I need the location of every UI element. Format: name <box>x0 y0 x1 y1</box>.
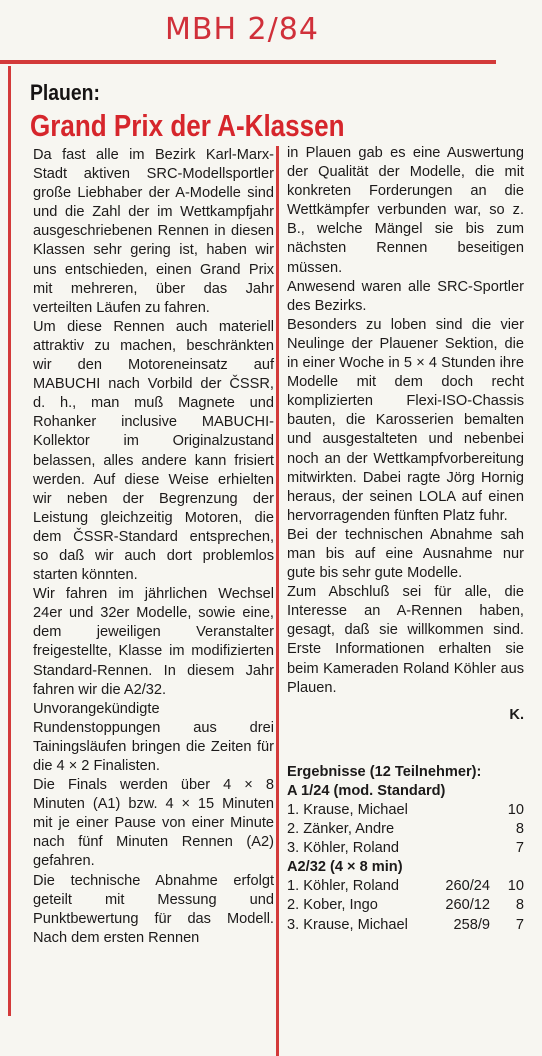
result-time: 260/24 <box>445 878 490 895</box>
result-rank: 2. <box>287 821 300 838</box>
left-red-rule <box>8 66 11 1016</box>
class-heading: A2/32 (4 × 8 min) <box>287 859 403 876</box>
paragraph: Zum Abschluß sei für alle, die Interesse an A-Rennen haben, gesagt, daß sie willkommen sind. Erste Informationen erhalten sie beim Kameraden Roland Köhler aus Plauen. <box>287 584 524 696</box>
top-red-rule <box>0 60 496 64</box>
paragraph: in Plauen gab es eine Auswertung der Qualität der Modelle, die mit konkreten Forderungen an die Wettkämpfer verbunden war, so z. B., welche Mängel sie bis zum nächsten Rennen beseitigen müssen. <box>287 145 524 276</box>
result-rank: 3. <box>287 916 300 933</box>
result-time: 260/12 <box>445 897 490 914</box>
paragraph: Die technische Abnahme erfolgt geteilt mit Messung und Punktbewertung für das Modell. Nach dem ersten Rennen <box>33 872 274 946</box>
result-name: Köhler, Roland <box>303 878 399 895</box>
result-name: Kober, Ingo <box>303 897 378 914</box>
result-rank: 3. <box>287 840 300 857</box>
result-points: 7 <box>515 916 524 933</box>
result-time <box>432 801 490 820</box>
handwritten-issue-reference: MBH 2/84 <box>165 12 319 47</box>
paragraph: Die Finals werden über 4 × 8 Minuten (A1) bzw. 4 × 15 Minuten mit je einer Pause von einer Minute nach fünf Minuten Rennen (A2) gefahren. <box>33 777 274 870</box>
paragraph: Da fast alle im Bezirk Karl-Marx-Stadt aktiven SRC-Modellsportler große Liebhaber der A-Modelle sind und die Zahl der im Wettkampfjahr ausgeschriebenen Rennen in diesen Klassen sehr gering ist, haben wir uns entschieden, einen Grand Prix mit mehreren, über das Jahr verteilten Läufen zu fahren. <box>33 147 274 316</box>
result-row <box>287 820 524 839</box>
result-rank: 1. <box>287 878 300 895</box>
article-column-right <box>287 144 524 935</box>
result-rank: 2. <box>287 897 300 914</box>
result-name: Köhler, Roland <box>303 840 399 857</box>
paragraph: Wir fahren im jährlichen Wechsel 24er und 32er Modelle, sowie eine, dem jeweiligen Veranstalter freigestellte, Klasse im modifizierten Standard-Rennen. In diesem Jahr fahren wir die A2/32. <box>33 586 274 698</box>
article-headline: Grand Prix der A-Klassen <box>30 108 345 143</box>
class-heading: A 1/24 (mod. Standard) <box>287 782 446 799</box>
result-points: 10 <box>507 878 524 895</box>
result-row <box>287 839 524 858</box>
result-time: 258/9 <box>453 916 490 933</box>
result-row <box>287 896 524 915</box>
results-box <box>287 763 524 935</box>
result-row <box>287 916 524 935</box>
paragraph: Besonders zu loben sind die vier Neulinge der Plauener Sektion, die in einer Woche in 5 × 4 Stunden ihre Modelle mit dem doch recht komplizierten Flexi-ISO-Chassis bauten, die Karosserien bemalten und ausgestalteten und nebenbei noch an der Wettkampfvorbereitung mitwirkten. Dabei ragte Jörg Hornig heraus, der seinen LOLA auf einen hervorragenden fünften Platz fuhr. <box>287 316 524 524</box>
result-points: 8 <box>515 821 524 838</box>
article-clipping <box>14 68 536 1014</box>
result-row <box>287 877 524 896</box>
paragraph: Anwesend waren alle SRC-Sportler des Bezirks. <box>287 278 524 314</box>
article-column-left <box>33 146 274 948</box>
result-points: 8 <box>515 897 524 914</box>
author-signature: K. <box>509 706 524 723</box>
result-points: 10 <box>507 802 524 818</box>
article-kicker: Plauen: <box>30 80 100 105</box>
results-heading: Ergebnisse (12 Teilnehmer): <box>287 763 482 780</box>
result-name: Krause, Michael <box>303 802 408 818</box>
paragraph: Um diese Rennen auch materiell attraktiv zu machen, beschränkten wir den Motoreneinsatz auf MABUCHI nach Vorbild der ČSSR, d. h., man muß Magnete und Rohanker inclusive MABUCHI-Kollektor im Originalzustand belassen, alles andere kann frisiert werden. Auf diese Weise erhielten wir neben der Begrenzung der Leistung gleichzeitig Motoren, die dem ČSSR-Standard entsprechen, so daß wir auch dort problemlos starten könnten. <box>33 318 274 584</box>
result-row <box>287 801 524 820</box>
result-rank: 1. <box>287 802 300 818</box>
paragraph: Bei der technischen Abnahme sah man bis auf eine Ausnahme nur gute bis sehr gute Modelle. <box>287 526 524 582</box>
result-name: Zänker, Andre <box>303 821 395 838</box>
result-time <box>432 839 490 858</box>
result-name: Krause, Michael <box>303 916 408 933</box>
result-points: 7 <box>515 840 524 857</box>
paragraph: Unvorangekündigte Rundenstoppungen aus drei Tainingsläufen bringen die Zeiten für die 4 × 2 Finalisten. <box>33 700 274 774</box>
result-time <box>432 820 490 839</box>
column-divider <box>276 146 279 1056</box>
